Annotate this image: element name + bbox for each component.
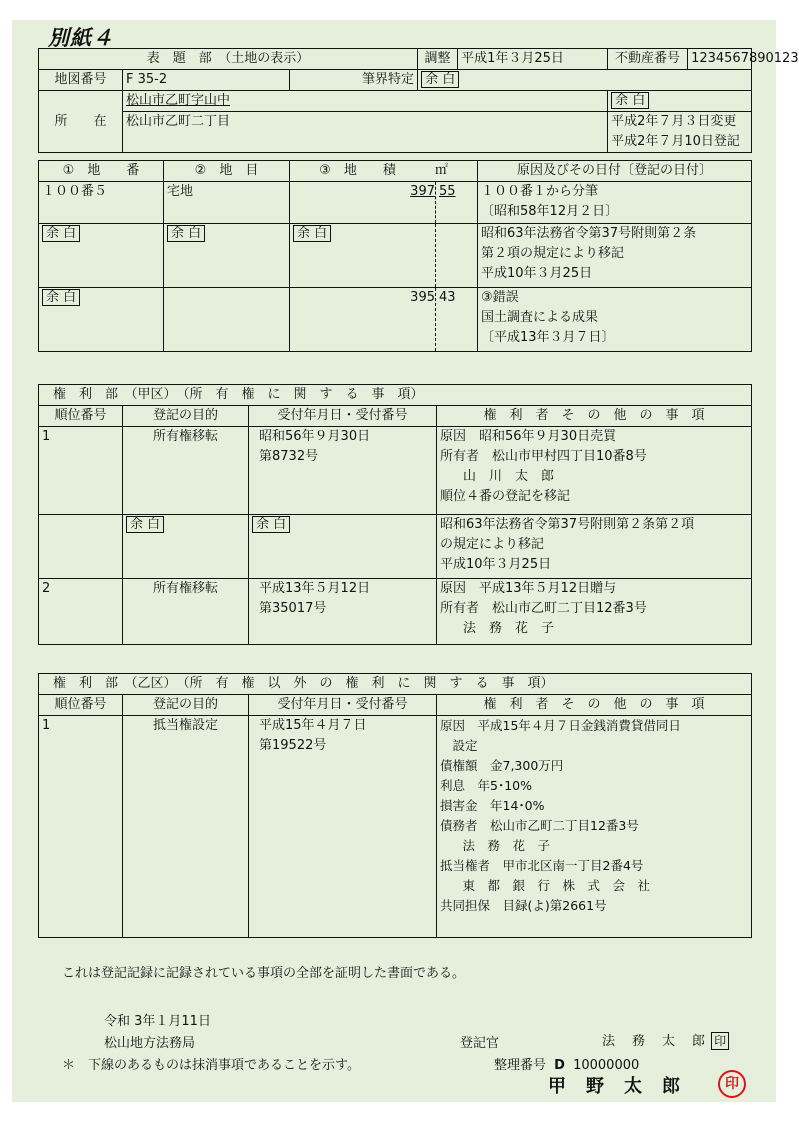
land-row3-chiban [39, 288, 164, 352]
yohaku-stamp: 余 白 [252, 516, 290, 533]
kouku-row1-uketsuke: 昭和56年９月30日 第8732号 [249, 427, 437, 515]
shozai-label: 所 在 [39, 91, 123, 153]
kouku-row2-uketsuke [249, 515, 437, 579]
land-row1-chiban: １００番５ [39, 182, 164, 224]
hyodai-land-table [38, 160, 752, 352]
kouku-row2-mokuteki [123, 515, 249, 579]
otsuku-row1-jun: 1 [39, 716, 123, 938]
kouku-col-uketsuke: 受付年月日・受付番号 [249, 406, 437, 427]
kouku-row1-mokuteki: 所有権移転 [123, 427, 249, 515]
land-row2-genin: 昭和63年法務省令第37号附則第２条 第２項の規定により移記 平成10年３月25日 [478, 224, 752, 288]
chosei-date: 平成1年３月25日 [458, 49, 608, 70]
yohaku-stamp: 余 白 [293, 225, 331, 242]
kouku-col-mokuteki: 登記の目的 [123, 406, 249, 427]
otsuku-row1-uketsuke: 平成15年４月７日 第19522号 [249, 716, 437, 938]
kouku-header: 権 利 部 （甲区） （所 有 権 に 関 す る 事 項） [39, 385, 752, 406]
hikkai-label: 筆界特定 [290, 70, 418, 91]
yohaku-stamp: 余 白 [421, 71, 459, 88]
land-row2-seki-dec [436, 224, 478, 288]
yohaku-stamp: 余 白 [167, 225, 205, 242]
kouku-row2-kenri: 昭和63年法務省令第37号附則第２条第２項 の規定により移記 平成10年３月25日 [437, 515, 752, 579]
col-genin: 原因及びその日付〔登記の日付〕 [478, 161, 752, 182]
col-chiban: ① 地 番 [39, 161, 164, 182]
seiri-number: 整理番号 D 10000000 [494, 1058, 640, 1073]
certify-text: これは登記記録に記録されている事項の全部を証明した書面である。 [62, 966, 466, 981]
land-row1-chimoku: 宅地 [164, 182, 290, 224]
otsuku-col-jun: 順位番号 [39, 695, 123, 716]
kouku-row3-uketsuke: 平成13年５月12日 第35017号 [249, 579, 437, 645]
issue-date: 令和 3年１月11日 [104, 1014, 211, 1029]
chosei-label: 調整 [418, 49, 458, 70]
col-chiseki: ③ 地 積 ㎡ [290, 161, 478, 182]
hyodai-table [38, 48, 799, 153]
kouku-row3-kenri: 原因 平成13年５月12日贈与 所有者 松山市乙町二丁目12番3号 法 務 花 子 [437, 579, 752, 645]
yohaku-stamp: 余 白 [611, 92, 649, 109]
kouku-table [38, 384, 752, 645]
land-row3-genin: ③錯誤 国土調査による成果 〔平成13年３月７日〕 [478, 288, 752, 352]
kouku-row3-jun: 2 [39, 579, 123, 645]
registrar-name: 法 務 太 郎 印 [602, 1030, 729, 1050]
otsuku-col-mokuteki: 登記の目的 [123, 695, 249, 716]
otsuku-table [38, 673, 752, 938]
land-row1-genin: １００番１から分筆 〔昭和58年12月２日〕 [478, 182, 752, 224]
chizu-label: 地図番号 [39, 70, 123, 91]
land-row1-seki-int: 397 [290, 182, 436, 224]
kouku-col-kenri: 権 利 者 そ の 他 の 事 項 [437, 406, 752, 427]
otsuku-col-kenri: 権 利 者 そ の 他 の 事 項 [437, 695, 752, 716]
underline-note: ＊ 下線のあるものは抹消事項であることを示す。 [62, 1058, 360, 1073]
yohaku-stamp: 余 白 [126, 516, 164, 533]
land-row2-chiban [39, 224, 164, 288]
registrar-label: 登記官 [460, 1036, 500, 1051]
shozai-right1 [608, 91, 752, 112]
otsuku-header: 権 利 部 （乙区） （所 有 権 以 外 の 権 利 に 関 す る 事 項） [39, 674, 752, 695]
kouku-row2-jun [39, 515, 123, 579]
yohaku-stamp: 余 白 [42, 289, 80, 306]
document-title: 別紙４ [48, 25, 114, 50]
land-row2-chimoku [164, 224, 290, 288]
otsuku-row1-mokuteki: 抵当権設定 [123, 716, 249, 938]
shozai-line2: 松山市乙町二丁目 [123, 112, 608, 153]
land-row3-seki-dec: 43 [436, 288, 478, 352]
kouku-row3-mokuteki: 所有権移転 [123, 579, 249, 645]
chizu-value: F 35-2 [123, 70, 290, 91]
red-seal-icon: 印 [718, 1070, 746, 1098]
kouku-col-jun: 順位番号 [39, 406, 123, 427]
land-row1-seki-dec: 55 [436, 182, 478, 224]
yohaku-stamp: 余 白 [42, 225, 80, 242]
signature: 甲野太郎 [548, 1076, 700, 1097]
shozai-right3: 平成2年７月10日登記 [608, 132, 752, 153]
shozai-right2: 平成2年７月３日変更 [608, 112, 752, 133]
kouku-row1-jun: 1 [39, 427, 123, 515]
otsuku-col-uketsuke: 受付年月日・受付番号 [249, 695, 437, 716]
hikkai-value [418, 70, 752, 91]
hyodai-header: 表 題 部 （土地の表示） [39, 49, 418, 70]
land-row3-seki-int: 395 [290, 288, 436, 352]
fudosan-number: 1234567890123 [688, 49, 752, 70]
col-chimoku: ② 地 目 [164, 161, 290, 182]
office-name: 松山地方法務局 [104, 1036, 196, 1051]
otsuku-row1-kenri: 原因 平成15年４月７日金銭消費貸借同日 設定 債権額 金7,300万円 利息 年5･10% 損害金 年14･0% 債務者 松山市乙町二丁目12番3号 法 務 花 子 抵当権者 甲市北区南一丁目2番4号 東 都 銀 行 株 式 会 社 共同担保 目録(よ)第2661号 [437, 716, 752, 938]
kouku-row1-kenri: 原因 昭和56年９月30日売買 所有者 松山市甲村四丁目10番8号 山 川 太 郎 順位４番の登記を移記 [437, 427, 752, 515]
fudosan-label: 不動産番号 [608, 49, 688, 70]
land-row3-chimoku [164, 288, 290, 352]
land-row2-seki-int [290, 224, 436, 288]
registrar-seal: 印 [711, 1032, 729, 1050]
shozai-line1: 松山市乙町字山中 [123, 91, 608, 112]
